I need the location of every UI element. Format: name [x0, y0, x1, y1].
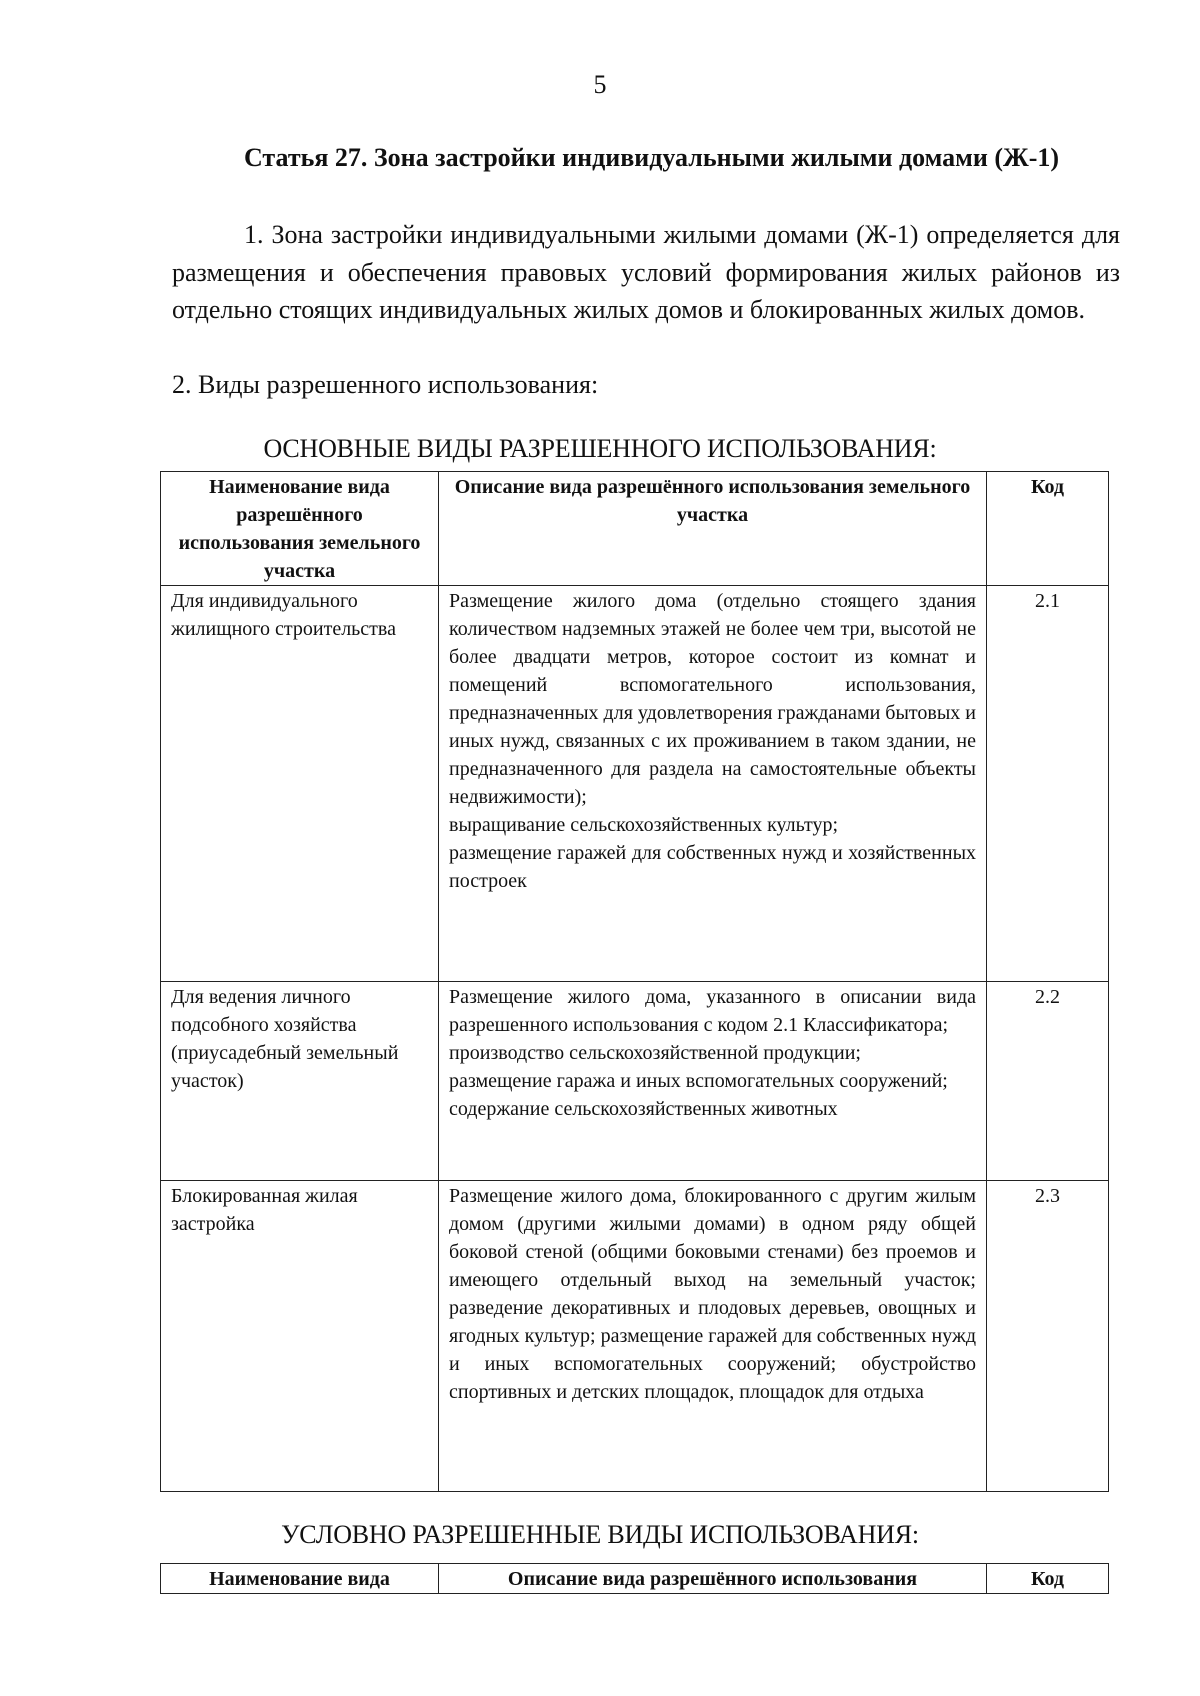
column-header-description: Описание вида разрешённого использования — [439, 1564, 987, 1594]
use-description — [439, 1181, 987, 1492]
article-title: Статья 27. Зона застройки индивидуальными жилыми домами (Ж-1) — [244, 143, 1060, 172]
paragraph-zone-definition: 1. Зона застройки индивидуальными жилыми домами (Ж-1) определяется для размещения и обеспечения правовых условий формирования жилых районов из отдельно стоящих индивидуальных жилых домов и блокированных жилых домов. — [172, 220, 1120, 324]
description-line: производство сельскохозяйственной продукции; — [449, 1042, 861, 1064]
page-number: 5 — [593, 70, 607, 99]
conditional-uses-table — [160, 1563, 1109, 1594]
table-row — [161, 586, 1109, 982]
column-header-code: Код — [987, 472, 1109, 586]
paragraph-permitted-uses: 2. Виды разрешенного использования: — [172, 370, 599, 399]
description-line: размещение гаража и иных вспомогательных сооружений; — [449, 1070, 948, 1092]
use-description — [439, 586, 987, 982]
column-header-code: Код — [987, 1564, 1109, 1594]
use-code: 2.3 — [987, 1181, 1109, 1492]
main-uses-table — [160, 471, 1109, 1492]
table-header-row — [161, 1564, 1109, 1594]
use-name: Для ведения личного подсобного хозяйства (приусадебный земельный участок) — [161, 982, 439, 1181]
use-name: Блокированная жилая застройка — [161, 1181, 439, 1492]
column-header-name: Наименование вида разрешённого использования земельного участка — [161, 472, 439, 586]
description-line: размещение гаражей для собственных нужд и хозяйственных построек — [449, 842, 976, 892]
use-code: 2.2 — [987, 982, 1109, 1181]
use-name: Для индивидуального жилищного строительства — [161, 586, 439, 982]
table-header-row — [161, 472, 1109, 586]
description-line: Размещение жилого дома (отдельно стоящего здания количеством надземных этажей не более чем три, высотой не более двадцати метров, которое состоит из комнат и помещений вспомогательного использования, предназначенных для удовлетворения гражданами бытовых и иных нужд, связанных с их проживанием в таком здании, не предназначенного для раздела на самостоятельные объекты недвижимости); — [449, 590, 976, 808]
description-line: выращивание сельскохозяйственных культур; — [449, 814, 839, 836]
column-header-name: Наименование вида — [161, 1564, 439, 1594]
conditional-uses-heading: УСЛОВНО РАЗРЕШЕННЫЕ ВИДЫ ИСПОЛЬЗОВАНИЯ: — [281, 1520, 919, 1549]
description-line: Размещение жилого дома, блокированного с другим жилым домом (другими жилыми домами) в одном ряду общей боковой стеной (общими боковыми стенами) без проемов и имеющего отдельный выход на земельный участок; разведение декоративных и плодовых деревьев, овощных и ягодных культур; размещение гаражей для собственных нужд и иных вспомогательных сооружений; обустройство спортивных и детских площадок, площадок для отдыха — [449, 1185, 976, 1403]
description-line: содержание сельскохозяйственных животных — [449, 1098, 838, 1120]
table-row — [161, 1181, 1109, 1492]
table-row — [161, 982, 1109, 1181]
description-line: Размещение жилого дома, указанного в описании вида разрешенного использования с кодом 2.1 Классификатора; — [449, 986, 976, 1036]
use-code: 2.1 — [987, 586, 1109, 982]
use-description — [439, 982, 987, 1181]
main-uses-heading: ОСНОВНЫЕ ВИДЫ РАЗРЕШЕННОГО ИСПОЛЬЗОВАНИЯ: — [263, 434, 937, 463]
column-header-description: Описание вида разрешённого использования земельного участка — [439, 472, 987, 586]
